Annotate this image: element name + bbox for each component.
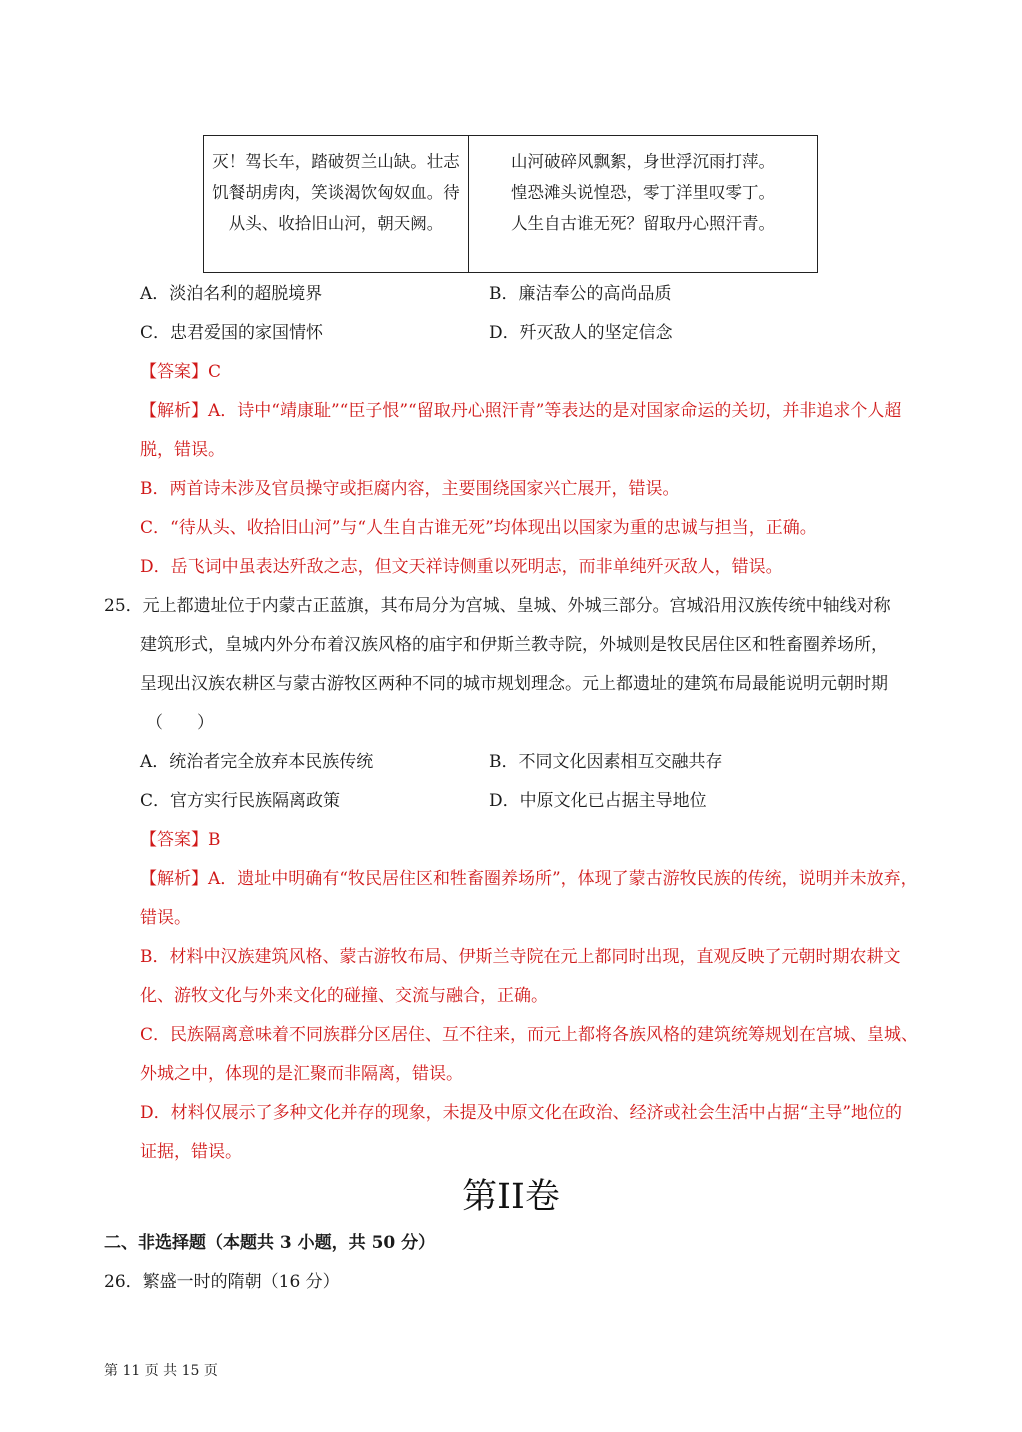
q25-analysis-line: 证据，错误。 — [140, 1142, 242, 1162]
q24-analysis-line: D．岳飞词中虽表达歼敌之志，但文天祥诗侧重以死明志，而非单纯歼灭敌人，错误。 — [140, 557, 783, 577]
volume-title: 第II卷 — [462, 1177, 560, 1217]
q24-analysis-line: 【解析】A．诗中“靖康耻”“臣子恨”“留取丹心照汗青”等表达的是对国家命运的关切，并非追求个人超 — [140, 401, 902, 421]
q25-option-b: B．不同文化因素相互交融共存 — [489, 752, 723, 772]
q25-blank: （ ） — [146, 713, 214, 733]
q24-option-d: D．歼灭敌人的坚定信念 — [489, 323, 673, 343]
poem-line: 人生自古谁无死？留取丹心照汗青。 — [511, 214, 775, 233]
q25-stem-line: 建筑形式，皇城内外分布着汉族风格的庙宇和伊斯兰教寺院，外城则是牧民居住区和牲畜圈养场所， — [140, 635, 888, 655]
q25-analysis-line: C．民族隔离意味着不同族群分区居住、互不往来，而元上都将各族风格的建筑统筹规划在宫城、皇城、 — [140, 1025, 919, 1045]
q24-option-c: C．忠君爱国的家国情怀 — [140, 323, 324, 343]
q26-title: 26．繁盛一时的隋朝（16 分） — [104, 1272, 340, 1292]
q24-analysis-line: B．两首诗未涉及官员操守或拒腐内容，主要围绕国家兴亡展开，错误。 — [140, 479, 680, 499]
q24-analysis-line: 脱，错误。 — [140, 440, 225, 460]
q25-stem-line: 呈现出汉族农耕区与蒙古游牧区两种不同的城市规划理念。元上都遗址的建筑布局最能说明元朝时期 — [140, 674, 888, 694]
q24-analysis-line: C．“待从头、收拾旧山河”与“人生自古谁无死”均体现出以国家为重的忠诚与担当，正确。 — [140, 518, 817, 538]
q24-answer: 【答案】C — [140, 362, 222, 382]
q25-option-d: D．中原文化已占据主导地位 — [489, 791, 707, 811]
q25-analysis-line: 外城之中，体现的是汇聚而非隔离，错误。 — [140, 1064, 463, 1084]
q24-option-a: A．淡泊名利的超脱境界 — [140, 284, 323, 304]
section-heading: 二、非选择题（本题共 3 小题，共 50 分） — [104, 1233, 436, 1253]
q25-answer: 【答案】B — [140, 830, 221, 850]
q25-analysis-line: B．材料中汉族建筑风格、蒙古游牧布局、伊斯兰寺院在元上都同时出现，直观反映了元朝时期农耕文 — [140, 947, 901, 967]
poem-line: 惶恐滩头说惶恐，零丁洋里叹零丁。 — [511, 183, 775, 202]
poem-cell-left: 灭！驾长车，踏破贺兰山缺。壮志饥餐胡虏肉，笑谈渴饮匈奴血。待从头、收拾旧山河，朝天阙。 — [204, 136, 469, 273]
q25-stem-line: 25．元上都遗址位于内蒙古正蓝旗，其布局分为宫城、皇城、外城三部分。宫城沿用汉族传统中轴线对称 — [104, 596, 891, 616]
q25-analysis-line: 【解析】A．遗址中明确有“牧民居住区和牲畜圈养场所”，体现了蒙古游牧民族的传统，说明并未放弃， — [140, 869, 918, 889]
q24-option-b: B．廉洁奉公的高尚品质 — [489, 284, 672, 304]
q25-option-a: A．统治者完全放弃本民族传统 — [140, 752, 374, 772]
q25-analysis-line: 化、游牧文化与外来文化的碰撞、交流与融合，正确。 — [140, 986, 548, 1006]
q25-analysis-line: D．材料仅展示了多种文化并存的现象，未提及中原文化在政治、经济或社会生活中占据“主导”地位的 — [140, 1103, 903, 1123]
poem-cell-right — [469, 136, 818, 273]
q25-option-c: C．官方实行民族隔离政策 — [140, 791, 341, 811]
poem-table — [203, 135, 818, 273]
q25-analysis-line: 错误。 — [140, 908, 191, 928]
poem-line: 山河破碎风飘絮，身世浮沉雨打萍。 — [511, 152, 775, 171]
page-footer: 第 11 页 共 15 页 — [104, 1363, 218, 1379]
